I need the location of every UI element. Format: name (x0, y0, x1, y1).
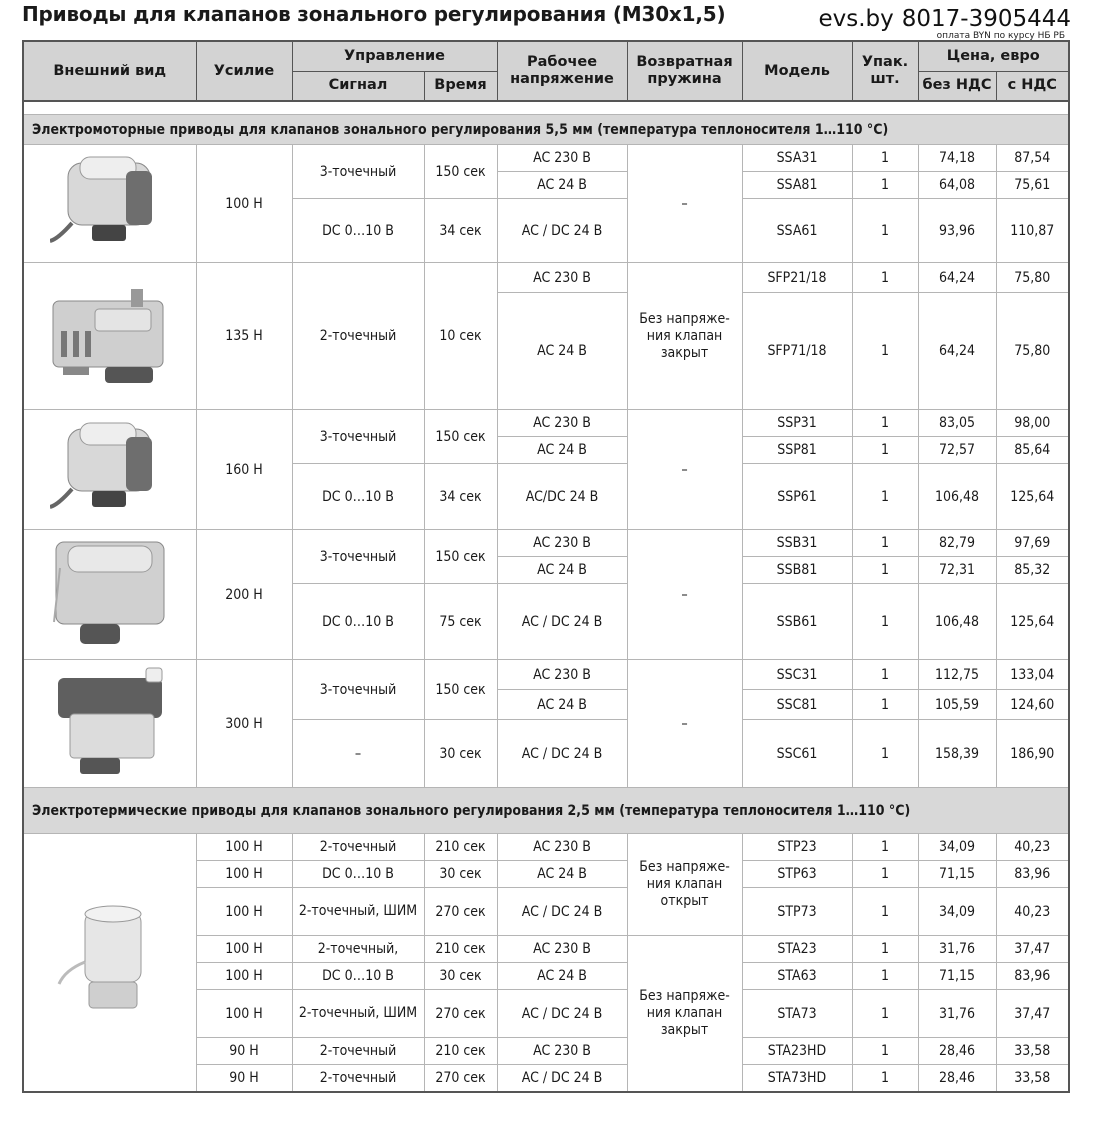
spring-cell: Без напряже-ния клапан открыт (627, 834, 742, 936)
pack-cell: 1 (852, 410, 918, 437)
voltage-cell: AC / DC 24 В (497, 990, 627, 1038)
model-cell: SSP31 (742, 410, 852, 437)
pack-cell: 1 (852, 557, 918, 584)
force-cell: 160 Н (196, 410, 292, 530)
table-row (23, 263, 1069, 293)
force-cell: 100 Н (196, 963, 292, 990)
voltage-cell: AC 24 В (497, 690, 627, 720)
section-thermal: Электротермические приводы для клапанов зонального регулирования 2,5 мм (температура теплоносителя 1…110 °С) (23, 788, 1069, 834)
voltage-cell: AC / DC 24 В (497, 1065, 627, 1092)
price-no-vat: 106,48 (918, 584, 996, 660)
pack-cell: 1 (852, 293, 918, 410)
pack-cell: 1 (852, 464, 918, 530)
pack-cell: 1 (852, 437, 918, 464)
signal-cell: DC 0…10 В (292, 861, 424, 888)
signal-cell: DC 0…10 В (292, 199, 424, 263)
price-no-vat: 71,15 (918, 963, 996, 990)
force-cell: 300 Н (196, 660, 292, 788)
price-no-vat: 106,48 (918, 464, 996, 530)
pack-cell: 1 (852, 690, 918, 720)
spring-cell: Без напряже-ния клапан закрыт (627, 263, 742, 410)
actuator-ssc-image (23, 660, 196, 788)
actuator-ssa-image (23, 145, 196, 263)
pack-cell: 1 (852, 1065, 918, 1092)
model-cell: SFP71/18 (742, 293, 852, 410)
time-cell: 30 сек (424, 861, 497, 888)
time-cell: 150 сек (424, 410, 497, 464)
price-with-vat: 83,96 (996, 861, 1069, 888)
force-cell: 90 Н (196, 1065, 292, 1092)
price-no-vat: 64,08 (918, 172, 996, 199)
model-cell: STP23 (742, 834, 852, 861)
signal-cell: 2-точечный (292, 1065, 424, 1092)
time-cell: 210 сек (424, 834, 497, 861)
actuator-thermal-image (23, 834, 196, 1092)
voltage-cell: AC 230 В (497, 145, 627, 172)
price-no-vat: 72,57 (918, 437, 996, 464)
model-cell: STA23 (742, 936, 852, 963)
pack-cell: 1 (852, 888, 918, 936)
voltage-cell: AC 230 В (497, 263, 627, 293)
price-no-vat: 74,18 (918, 145, 996, 172)
header-spring: Возвратная пружина (627, 41, 742, 101)
voltage-cell: AC / DC 24 В (497, 720, 627, 788)
price-no-vat: 105,59 (918, 690, 996, 720)
model-cell: SFP21/18 (742, 263, 852, 293)
price-no-vat: 158,39 (918, 720, 996, 788)
signal-cell: DC 0…10 В (292, 464, 424, 530)
signal-cell: 3-точечный (292, 660, 424, 720)
time-cell: 34 сек (424, 464, 497, 530)
time-cell: 270 сек (424, 990, 497, 1038)
price-no-vat: 34,09 (918, 888, 996, 936)
signal-cell: 2-точечный, ШИМ (292, 990, 424, 1038)
price-no-vat: 34,09 (918, 834, 996, 861)
header-appearance: Внешний вид (23, 41, 196, 101)
model-cell: SSA31 (742, 145, 852, 172)
force-cell: 100 Н (196, 834, 292, 861)
signal-cell: 3-точечный (292, 145, 424, 199)
model-cell: SSA61 (742, 199, 852, 263)
signal-cell: DC 0…10 В (292, 584, 424, 660)
actuator-sfp-image (23, 263, 196, 410)
voltage-cell: AC/DC 24 В (497, 464, 627, 530)
force-cell: 100 Н (196, 990, 292, 1038)
header-control: Управление (292, 41, 497, 71)
time-cell: 150 сек (424, 660, 497, 720)
spring-cell: Без напряже-ния клапан закрыт (627, 936, 742, 1092)
pack-cell: 1 (852, 963, 918, 990)
time-cell: 10 сек (424, 263, 497, 410)
price-no-vat: 82,79 (918, 530, 996, 557)
force-cell: 90 Н (196, 1038, 292, 1065)
header-voltage: Рабочее напряжение (497, 41, 627, 101)
spring-cell: – (627, 530, 742, 660)
model-cell: SSB61 (742, 584, 852, 660)
force-cell: 100 Н (196, 888, 292, 936)
force-cell: 100 Н (196, 936, 292, 963)
model-cell: SSP61 (742, 464, 852, 530)
price-with-vat: 133,04 (996, 660, 1069, 690)
model-cell: SSC61 (742, 720, 852, 788)
price-with-vat: 85,64 (996, 437, 1069, 464)
pack-cell: 1 (852, 936, 918, 963)
pack-cell: 1 (852, 834, 918, 861)
voltage-cell: AC 230 В (497, 530, 627, 557)
pack-cell: 1 (852, 660, 918, 690)
table-row (23, 660, 1069, 690)
header-pack: Упак. шт. (852, 41, 918, 101)
header-price: Цена, евро (918, 41, 1069, 71)
force-cell: 100 Н (196, 861, 292, 888)
pack-cell: 1 (852, 861, 918, 888)
time-cell: 210 сек (424, 936, 497, 963)
price-with-vat: 125,64 (996, 584, 1069, 660)
brand-contact (818, 6, 1071, 32)
price-with-vat: 97,69 (996, 530, 1069, 557)
model-cell: SSP81 (742, 437, 852, 464)
price-table (22, 40, 1070, 1093)
price-with-vat: 125,64 (996, 464, 1069, 530)
price-no-vat: 28,46 (918, 1065, 996, 1092)
voltage-cell: AC 230 В (497, 936, 627, 963)
model-cell: SSC31 (742, 660, 852, 690)
time-cell: 270 сек (424, 1065, 497, 1092)
voltage-cell: AC 24 В (497, 437, 627, 464)
voltage-cell: AC 230 В (497, 410, 627, 437)
price-with-vat: 87,54 (996, 145, 1069, 172)
price-with-vat: 37,47 (996, 936, 1069, 963)
model-cell: SSB31 (742, 530, 852, 557)
price-with-vat: 110,87 (996, 199, 1069, 263)
price-with-vat: 98,00 (996, 410, 1069, 437)
price-with-vat: 75,61 (996, 172, 1069, 199)
force-cell: 200 Н (196, 530, 292, 660)
pack-cell: 1 (852, 145, 918, 172)
time-cell: 150 сек (424, 530, 497, 584)
page-title: Приводы для клапанов зонального регулирования (M30x1,5) (22, 2, 726, 26)
voltage-cell: AC 24 В (497, 861, 627, 888)
price-no-vat: 64,24 (918, 293, 996, 410)
time-cell: 30 сек (424, 963, 497, 990)
voltage-cell: AC / DC 24 В (497, 888, 627, 936)
voltage-cell: AC 24 В (497, 172, 627, 199)
price-with-vat: 37,47 (996, 990, 1069, 1038)
price-no-vat: 28,46 (918, 1038, 996, 1065)
price-with-vat: 40,23 (996, 888, 1069, 936)
pack-cell: 1 (852, 263, 918, 293)
pack-cell: 1 (852, 990, 918, 1038)
signal-cell: 2-точечный, (292, 936, 424, 963)
price-no-vat: 93,96 (918, 199, 996, 263)
voltage-cell: AC 24 В (497, 963, 627, 990)
pack-cell: 1 (852, 584, 918, 660)
model-cell: STA73HD (742, 1065, 852, 1092)
phone-number: 8017-3905444 (901, 6, 1071, 32)
pack-cell: 1 (852, 1038, 918, 1065)
header-model: Модель (742, 41, 852, 101)
time-cell: 270 сек (424, 888, 497, 936)
spring-cell: – (627, 660, 742, 788)
model-cell: STA73 (742, 990, 852, 1038)
signal-cell: DC 0…10 В (292, 963, 424, 990)
time-cell: 150 сек (424, 145, 497, 199)
pack-cell: 1 (852, 720, 918, 788)
pack-cell: 1 (852, 199, 918, 263)
time-cell: 34 сек (424, 199, 497, 263)
payment-note: оплата BYN по курсу НБ РБ (936, 31, 1065, 41)
price-with-vat: 33,58 (996, 1038, 1069, 1065)
actuator-ssb-image (23, 530, 196, 660)
model-cell: SSB81 (742, 557, 852, 584)
model-cell: SSC81 (742, 690, 852, 720)
price-no-vat: 31,76 (918, 936, 996, 963)
model-cell: STA23HD (742, 1038, 852, 1065)
price-no-vat: 31,76 (918, 990, 996, 1038)
price-no-vat: 112,75 (918, 660, 996, 690)
header-no-vat: без НДС (918, 71, 996, 101)
table-row (23, 530, 1069, 557)
price-with-vat: 40,23 (996, 834, 1069, 861)
signal-cell: 2-точечный (292, 1038, 424, 1065)
header-with-vat: с НДС (996, 71, 1069, 101)
price-with-vat: 85,32 (996, 557, 1069, 584)
model-cell: STP63 (742, 861, 852, 888)
signal-cell: 2-точечный (292, 263, 424, 410)
price-with-vat: 124,60 (996, 690, 1069, 720)
model-cell: STP73 (742, 888, 852, 936)
time-cell: 210 сек (424, 1038, 497, 1065)
site-name[interactable]: evs.by (818, 6, 894, 32)
model-cell: SSA81 (742, 172, 852, 199)
header-time: Время (424, 71, 497, 101)
voltage-cell: AC 230 В (497, 834, 627, 861)
voltage-cell: AC 230 В (497, 660, 627, 690)
price-no-vat: 83,05 (918, 410, 996, 437)
section-motor: Электромоторные приводы для клапанов зонального регулирования 5,5 мм (температура теплоносителя 1…110 °С) (23, 115, 1069, 145)
price-no-vat: 71,15 (918, 861, 996, 888)
price-with-vat: 75,80 (996, 263, 1069, 293)
table-row (23, 410, 1069, 437)
actuator-ssp-image (23, 410, 196, 530)
voltage-cell: AC 24 В (497, 293, 627, 410)
voltage-cell: AC / DC 24 В (497, 199, 627, 263)
voltage-cell: AC 24 В (497, 557, 627, 584)
signal-cell: 2-точечный, ШИМ (292, 888, 424, 936)
price-with-vat: 75,80 (996, 293, 1069, 410)
force-cell: 100 Н (196, 145, 292, 263)
model-cell: STA63 (742, 963, 852, 990)
price-no-vat: 64,24 (918, 263, 996, 293)
spring-cell: – (627, 410, 742, 530)
voltage-cell: AC / DC 24 В (497, 584, 627, 660)
table-row (23, 834, 1069, 861)
table-row (23, 145, 1069, 172)
force-cell: 135 Н (196, 263, 292, 410)
voltage-cell: AC 230 В (497, 1038, 627, 1065)
pack-cell: 1 (852, 530, 918, 557)
signal-cell: 3-точечный (292, 530, 424, 584)
header-signal: Сигнал (292, 71, 424, 101)
price-with-vat: 186,90 (996, 720, 1069, 788)
signal-cell: 3-точечный (292, 410, 424, 464)
spring-cell: – (627, 145, 742, 263)
price-with-vat: 33,58 (996, 1065, 1069, 1092)
signal-cell: 2-точечный (292, 834, 424, 861)
price-with-vat: 83,96 (996, 963, 1069, 990)
pack-cell: 1 (852, 172, 918, 199)
header-force: Усилие (196, 41, 292, 101)
signal-cell: – (292, 720, 424, 788)
time-cell: 75 сек (424, 584, 497, 660)
time-cell: 30 сек (424, 720, 497, 788)
price-no-vat: 72,31 (918, 557, 996, 584)
